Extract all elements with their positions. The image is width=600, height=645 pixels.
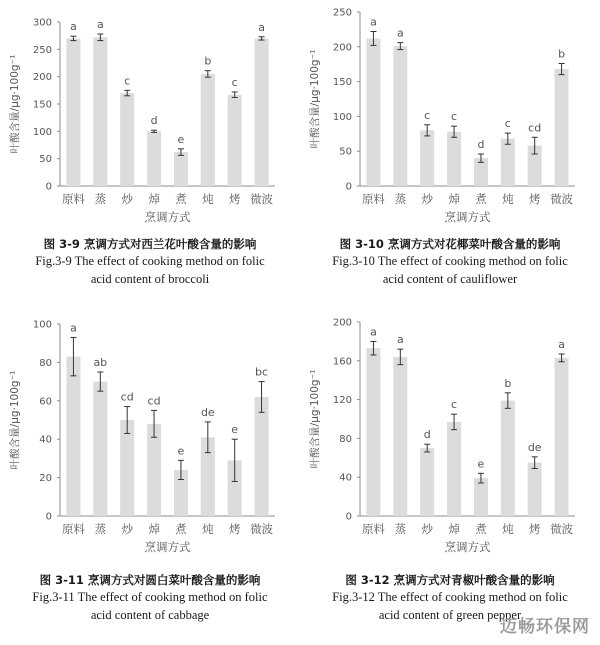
category-label: 煮 <box>175 192 187 206</box>
category-label: 微波 <box>550 522 574 536</box>
category-label: 炖 <box>202 192 214 206</box>
category-label: 微波 <box>250 192 274 206</box>
bar <box>93 382 107 516</box>
bar <box>147 131 161 186</box>
category-label: 煮 <box>475 192 487 206</box>
category-label: 微波 <box>550 192 574 206</box>
category-label: 煮 <box>475 522 487 536</box>
significance-letter: a <box>70 20 77 34</box>
significance-letter: de <box>527 440 542 454</box>
bar <box>393 357 407 516</box>
significance-letter: a <box>96 18 104 32</box>
bar <box>474 478 488 516</box>
figure-caption-en: Fig.3-9 The effect of cooking method on folic <box>35 254 265 268</box>
y-axis-title: 叶酸含量/μg·100g⁻¹ <box>9 370 21 470</box>
significance-letter: c <box>231 75 238 89</box>
bar <box>120 93 134 186</box>
bar <box>93 37 107 186</box>
category-label: 焯 <box>448 192 460 206</box>
category-label: 炖 <box>502 522 514 536</box>
category-label: 原料 <box>361 522 385 536</box>
category-label: 焯 <box>148 522 160 536</box>
significance-letter: c <box>424 108 431 122</box>
category-label: 微波 <box>250 522 274 536</box>
significance-letter: e <box>231 423 239 437</box>
y-tick-label: 250 <box>32 44 52 56</box>
significance-letter: a <box>370 325 377 339</box>
significance-letter: cd <box>120 390 134 404</box>
significance-letter: c <box>451 110 458 124</box>
bar <box>120 420 134 516</box>
y-tick-label: 20 <box>39 473 52 485</box>
category-label: 原料 <box>61 522 85 536</box>
bar <box>255 38 269 186</box>
y-tick-label: 0 <box>345 511 352 523</box>
figure-caption-cn: 图 3-10 烹调方式对花椰菜叶酸含量的影响 <box>339 237 561 251</box>
bar <box>555 358 569 516</box>
x-axis-title: 烹调方式 <box>444 540 491 554</box>
bar <box>420 130 434 186</box>
significance-letter: a <box>70 321 77 335</box>
y-tick-label: 200 <box>32 72 52 84</box>
y-tick-label: 50 <box>39 154 52 166</box>
chart-panel-cauliflower <box>300 0 600 322</box>
watermark-logo: 迈畅环保网 <box>500 617 590 637</box>
significance-letter: e <box>177 444 185 458</box>
bar <box>393 46 407 186</box>
y-tick-label: 150 <box>32 99 52 111</box>
figure-caption-cn: 图 3-11 烹调方式对圆白菜叶酸含量的影响 <box>39 573 261 587</box>
x-axis-title: 烹调方式 <box>144 540 191 554</box>
y-axis-title: 叶酸含量/μg·100g⁻¹ <box>9 54 21 154</box>
significance-letter: d <box>477 137 485 151</box>
category-label: 蒸 <box>394 192 407 206</box>
significance-letter: e <box>177 132 185 146</box>
bar <box>255 397 269 516</box>
significance-letter: b <box>558 47 566 61</box>
category-label: 煮 <box>175 522 187 536</box>
significance-letter: c <box>124 74 131 88</box>
y-tick-label: 0 <box>45 511 52 523</box>
significance-letter: a <box>558 338 565 352</box>
y-tick-label: 300 <box>32 17 52 29</box>
category-label: 炒 <box>421 192 433 206</box>
figure-caption-en: Fig.3-12 The effect of cooking method on folic <box>332 590 568 604</box>
category-label: 烤 <box>228 522 241 536</box>
y-tick-label: 200 <box>332 42 352 54</box>
figure-caption-en: Fig.3-10 The effect of cooking method on folic <box>332 254 568 268</box>
y-tick-label: 250 <box>332 7 352 19</box>
significance-letter: e <box>477 457 485 471</box>
bar <box>420 448 434 516</box>
category-label: 原料 <box>61 192 85 206</box>
significance-letter: de <box>200 405 215 419</box>
significance-letter: b <box>504 376 512 390</box>
category-label: 焯 <box>448 522 460 536</box>
significance-letter: a <box>396 333 404 347</box>
significance-letter: cd <box>147 394 161 408</box>
bar <box>228 95 242 186</box>
y-tick-label: 50 <box>339 146 352 158</box>
figure-caption-cn: 图 3-9 烹调方式对西兰花叶酸含量的影响 <box>43 237 257 251</box>
significance-letter: a <box>258 20 265 34</box>
bar <box>174 152 188 186</box>
figure-caption-en-2: acid content of broccoli <box>90 272 210 286</box>
y-tick-label: 0 <box>45 181 52 193</box>
y-tick-label: 120 <box>332 395 352 407</box>
significance-letter: c <box>504 117 511 131</box>
bar <box>501 139 515 186</box>
bar <box>447 422 461 516</box>
y-tick-label: 80 <box>39 357 52 369</box>
significance-letter: d <box>150 114 158 128</box>
significance-letter: a <box>370 15 377 29</box>
y-tick-label: 100 <box>332 111 352 123</box>
bar <box>555 69 569 186</box>
y-tick-label: 100 <box>32 319 52 331</box>
figure-caption-en-2: acid content of green pepper <box>378 608 522 622</box>
significance-letter: ab <box>93 356 108 369</box>
y-tick-label: 40 <box>339 472 352 484</box>
x-axis-title: 烹调方式 <box>144 210 191 224</box>
y-tick-label: 160 <box>332 356 352 368</box>
y-tick-label: 150 <box>332 77 352 89</box>
bar <box>447 132 461 186</box>
y-tick-label: 200 <box>332 317 352 329</box>
bar <box>201 74 215 186</box>
bar <box>366 348 380 516</box>
category-label: 烤 <box>528 522 541 536</box>
category-label: 烤 <box>528 192 541 206</box>
y-tick-label: 40 <box>39 434 52 446</box>
significance-letter: d <box>423 428 431 442</box>
y-tick-label: 100 <box>32 126 52 138</box>
category-label: 炒 <box>121 522 133 536</box>
chart-panel-cabbage <box>0 310 300 632</box>
figure-caption-en: Fig.3-11 The effect of cooking method on folic <box>32 590 268 604</box>
chart-panel-broccoli <box>0 0 300 322</box>
bar <box>66 357 80 516</box>
significance-letter: a <box>396 26 404 40</box>
category-label: 炒 <box>121 192 133 206</box>
significance-letter: c <box>451 398 458 412</box>
category-label: 烤 <box>228 192 241 206</box>
bar <box>501 401 515 516</box>
category-label: 蒸 <box>94 192 107 206</box>
category-label: 原料 <box>361 192 385 206</box>
y-tick-label: 80 <box>339 433 352 445</box>
category-label: 蒸 <box>394 522 407 536</box>
category-label: 炖 <box>202 522 214 536</box>
significance-letter: bc <box>255 365 269 379</box>
y-tick-label: 60 <box>39 396 52 408</box>
significance-letter: b <box>204 54 212 68</box>
y-axis-title: 叶酸含量/μg·100g⁻¹ <box>309 49 321 149</box>
figure-caption-en-2: acid content of cauliflower <box>382 272 518 286</box>
bar <box>528 463 542 516</box>
category-label: 炒 <box>421 522 433 536</box>
y-axis-title: 叶酸含量/μg·100g⁻¹ <box>309 369 321 469</box>
category-label: 蒸 <box>94 522 107 536</box>
category-label: 焯 <box>148 192 160 206</box>
y-tick-label: 0 <box>345 181 352 193</box>
significance-letter: cd <box>528 121 542 135</box>
chart-panel-green-pepper <box>300 310 600 632</box>
category-label: 炖 <box>502 192 514 206</box>
x-axis-title: 烹调方式 <box>444 210 491 224</box>
figure-caption-cn: 图 3-12 烹调方式对青椒叶酸含量的影响 <box>345 573 555 587</box>
bar <box>66 38 80 186</box>
figure-caption-en-2: acid content of cabbage <box>90 608 210 622</box>
bar <box>366 38 380 186</box>
